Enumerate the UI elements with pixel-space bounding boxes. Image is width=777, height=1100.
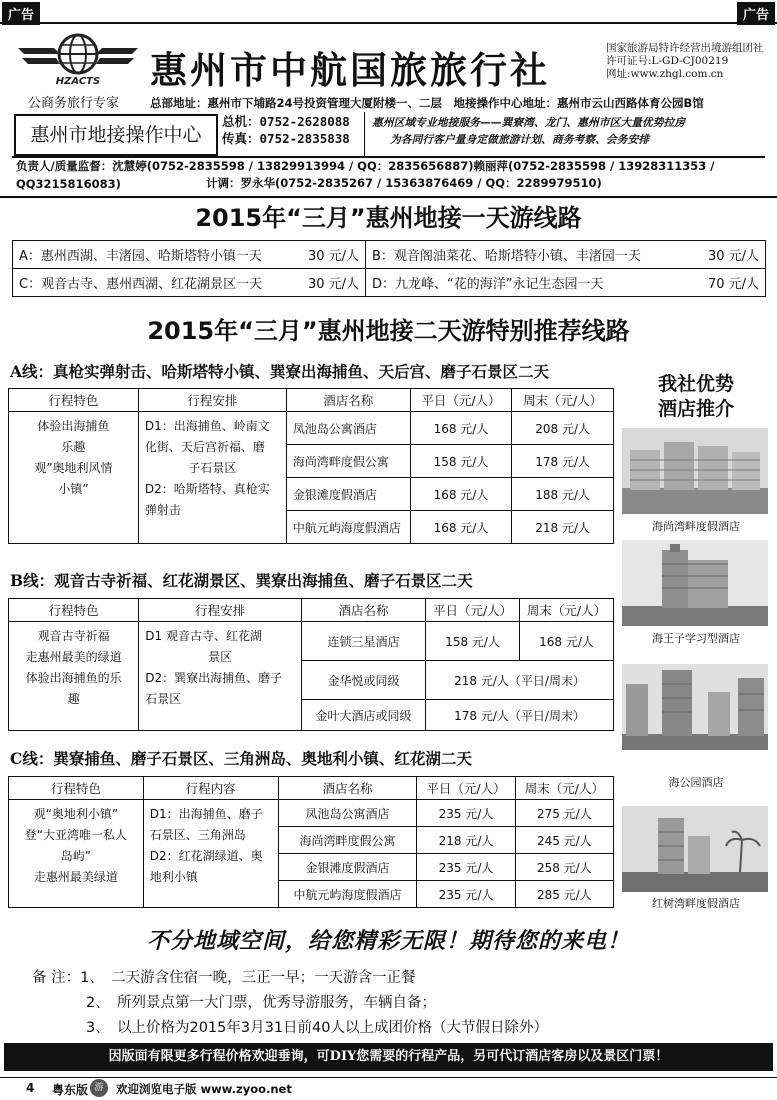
column-header: 周末（元/人） [515, 777, 613, 800]
route: A：惠州西湖、丰渚园、哈斯塔特小镇一天 [19, 249, 262, 264]
trip-features [9, 412, 139, 544]
feature-line: 登“大亚湾唯一私人 [24, 828, 127, 842]
trip-schedule [139, 622, 302, 731]
feature-line: 岛屿” [60, 849, 91, 863]
page-number: 4 [26, 1081, 35, 1095]
operation-center-name: 惠州市地接操作中心 [14, 114, 218, 156]
line-b-table [8, 598, 614, 731]
fax-number: 0752-2835838 [259, 131, 350, 146]
trip-features [9, 800, 144, 908]
hotel-name: 中航元屿海度假酒店 [286, 511, 410, 544]
two-day-title: 2015年“三月”惠州地接二天游特别推荐线路 [147, 317, 630, 345]
agency-name: 惠州市中航国旅旅行社 [150, 48, 550, 92]
note-item: 3、 以上价格为2015年3月31日前40人以上成团价格（大节假日除外） [86, 1020, 549, 1036]
top-divider [0, 22, 777, 24]
line-c-title: C线：巽寮捕鱼、磨子石景区、三角洲岛、奥地利小镇、红花湖二天 [10, 749, 472, 768]
weekday-price: 158 元/人 [410, 445, 512, 478]
address-line: 总部地址：惠州市下埔路24号投资管理大厦附楼一、二层 地接操作中心地址：惠州市云山西路体育公园B馆 [150, 96, 704, 110]
column-header: 平日（元/人） [426, 599, 520, 622]
feature-line: 观“奥地利小镇” [33, 807, 119, 821]
permit-info [606, 42, 764, 81]
price: 30 元/人 [307, 249, 359, 264]
price: 70 元/人 [707, 277, 759, 292]
weekday-price: 158 元/人 [426, 622, 520, 661]
ad-label-left: 广告 [2, 2, 40, 25]
hotel-caption: 红树湾畔度假酒店 [652, 897, 740, 910]
day-trip-cell [13, 269, 366, 297]
column-header: 酒店名称 [301, 599, 425, 622]
feature-line: 观”奥地利风情 [34, 461, 113, 475]
weekday-price: 168 元/人 [410, 511, 512, 544]
header-divider [364, 112, 365, 156]
schedule-line: D2：哈斯塔特、真枪实 [144, 482, 270, 496]
feature-line: 走惠州最美的绿道 [25, 650, 122, 664]
day-trip-cell [13, 241, 366, 269]
feature-line: 走惠州最美绿道 [33, 870, 118, 884]
scope-line: 惠州区域专业地接服务——巽寮湾、龙门、惠州市区大量优势拉房 [372, 116, 686, 129]
footer-banner: 因版面有限更多行程价格欢迎垂询，可DIY您需要的行程产品，另可代订酒店客房以及景区门票！ [4, 1043, 773, 1071]
column-header: 行程特色 [9, 389, 139, 412]
price: 30 元/人 [307, 277, 359, 292]
line-a-title: A线：真枪实弹射击、哈斯塔特小镇、巽寮出海捕鱼、天后宫、磨子石景区二天 [10, 362, 550, 381]
hotline-label: 总机： [222, 114, 260, 129]
permit-line: 网址:www.zhgl.com.cn [606, 68, 724, 80]
weekend-price: 275 元/人 [515, 800, 613, 827]
hotel-name: 金银滩度假酒店 [286, 478, 410, 511]
weekend-price: 208 元/人 [512, 412, 614, 445]
schedule-line: 化街、天后宫祈福、磨 [144, 440, 265, 454]
website-link[interactable]: 欢迎浏览电子版 www.zyoo.net [116, 1082, 292, 1096]
note-item: 1、 二天游含住宿一晚，三正一早；一天游含一正餐 [80, 970, 416, 986]
column-header: 平日（元/人） [417, 777, 515, 800]
sidebar-title-line: 酒店推介 [657, 398, 734, 420]
hotel-name: 海尚湾畔度假公寓 [286, 445, 410, 478]
agency-slogan: 公商务旅行专家 [28, 96, 120, 111]
hotel-name: 中航元屿海度假酒店 [278, 881, 417, 908]
sidebar-title [620, 372, 772, 422]
feature-line: 体验出海捕鱼的乐 [25, 671, 122, 685]
price: 30 元/人 [707, 249, 759, 264]
hotel-caption: 海尚湾畔度假酒店 [652, 520, 740, 533]
schedule-line: 地利小镇 [149, 870, 198, 884]
weekend-price: 258 元/人 [515, 854, 613, 881]
schedule-line: 弹射击 [144, 503, 181, 517]
weekday-price: 235 元/人 [417, 800, 515, 827]
day-trip-table [12, 240, 766, 297]
feature-line: 小镇” [58, 482, 89, 496]
schedule-line: 景区 [208, 650, 233, 664]
ad-label-right: 广告 [737, 2, 775, 25]
route: D：九龙峰、“花的海洋”永记生态园一天 [372, 277, 604, 292]
column-header: 平日（元/人） [410, 389, 512, 412]
route: B：观音阁油菜花、哈斯塔特小镇、丰渚园一天 [372, 249, 641, 264]
weekend-price: 218 元/人 [512, 511, 614, 544]
route: C：观音古寺、惠州西湖、红花湖景区一天 [19, 277, 263, 292]
hotel-photo [622, 428, 768, 514]
phone-block [222, 113, 350, 147]
column-header: 周末（元/人） [512, 389, 614, 412]
agency-logo [14, 26, 142, 98]
hotel-name: 金银滩度假酒店 [278, 854, 417, 881]
weekday-price: 235 元/人 [417, 854, 515, 881]
hotel-name: 海尚湾畔度假公寓 [278, 827, 417, 854]
hotel-name: 凤池岛公寓酒店 [278, 800, 417, 827]
logo-text: HZACTS [55, 76, 101, 87]
weekend-price: 188 元/人 [512, 478, 614, 511]
schedule-line: D1：出海捕鱼、磨子 [149, 807, 263, 821]
weekend-price: 245 元/人 [515, 827, 613, 854]
hotline-number: 0752-2628088 [259, 114, 350, 129]
column-header: 行程安排 [138, 389, 286, 412]
schedule-line: 子石景区 [188, 461, 237, 475]
weekend-price: 285 元/人 [515, 881, 613, 908]
schedule-line: D2：红花湖绿道、奥 [149, 849, 263, 863]
feature-line: 体验出海捕鱼 [37, 419, 110, 433]
hotel-photo [622, 664, 768, 750]
line-b-title: B线：观音古寺祈福、红花湖景区、巽寮出海捕鱼、磨子石景区二天 [10, 571, 473, 590]
line-a-table [8, 388, 614, 544]
fax-label: 传真： [222, 131, 260, 146]
note-row [32, 966, 416, 987]
schedule-line: 石景区 [145, 692, 182, 706]
combined-price: 218 元/人（平日/周末） [426, 661, 614, 700]
column-header: 酒店名称 [278, 777, 417, 800]
sidebar-title-line: 我社优势 [657, 373, 734, 395]
column-header: 周末（元/人） [520, 599, 614, 622]
feature-line: 乐趣 [61, 440, 86, 454]
combined-price: 178 元/人（平日/周末） [426, 700, 614, 731]
trip-schedule [143, 800, 278, 908]
column-header: 行程特色 [9, 599, 139, 622]
publication-seal-icon: 游 [90, 1079, 108, 1097]
permit-line: 国家旅游局特许经营出境游组团社 [606, 42, 764, 54]
weekend-price: 178 元/人 [512, 445, 614, 478]
column-header: 行程特色 [9, 777, 144, 800]
service-scope [372, 114, 762, 148]
schedule-line: D1：出海捕鱼、岭南文 [144, 419, 270, 433]
weekday-price: 235 元/人 [417, 881, 515, 908]
column-header: 酒店名称 [286, 389, 410, 412]
contact-line: 负责人/质量监督：沈慧婷(0752-2835598 / 13829913994 / QQ：2835656887)赖丽萍(0752-2835598 / 13928311353 / QQ3215816083) [16, 159, 715, 191]
hotel-photo [622, 806, 768, 892]
line-c-table [8, 776, 614, 908]
feature-line: 观音古寺祈福 [37, 629, 110, 643]
hotel-name: 连锁三星酒店 [301, 622, 425, 661]
day-trip-cell [366, 241, 766, 269]
column-header: 行程安排 [139, 599, 302, 622]
day-trip-cell [366, 269, 766, 297]
note-item: 2、 所列景点第一大门票，优秀导游服务，车辆自备； [86, 995, 436, 1011]
trip-schedule [138, 412, 286, 544]
hotel-caption: 海公园酒店 [668, 776, 724, 789]
weekday-price: 168 元/人 [410, 478, 512, 511]
hotel-name: 金华悦或同级 [301, 661, 425, 700]
note-label: 备 注： [32, 970, 81, 986]
permit-line: 许可证号:L-GD-CJ00219 [606, 55, 729, 67]
weekend-price: 168 元/人 [520, 622, 614, 661]
hotel-name: 金叶大酒店或同级 [301, 700, 425, 731]
weekday-price: 168 元/人 [410, 412, 512, 445]
edition-label: 粤东版 [52, 1083, 89, 1097]
footer-divider [0, 1077, 777, 1078]
feature-line: 趣 [67, 692, 80, 706]
day-trip-title: 2015年“三月”惠州地接一天游线路 [195, 204, 582, 232]
promo-slogan: 不分地域空间，给您精彩无限！期待您的来电！ [146, 928, 630, 954]
scope-line: 为各同行客户量身定做旅游计划、商务考察、会务安排 [390, 133, 650, 146]
hotel-photo [622, 540, 768, 626]
weekday-price: 218 元/人 [417, 827, 515, 854]
dispatcher-line: 计调：罗永华(0752-2835267 / 15363876469 / QQ：2289979510) [206, 176, 602, 190]
schedule-line: 石景区、三角洲岛 [149, 828, 246, 842]
hotel-name: 凤池岛公寓酒店 [286, 412, 410, 445]
schedule-line: D1 观音古寺、红花湖 [145, 629, 262, 643]
hotel-caption: 海王子学习型酒店 [652, 632, 740, 645]
schedule-line: D2：巽寮出海捕鱼、磨子 [145, 671, 283, 685]
column-header: 行程内容 [143, 777, 278, 800]
trip-features [9, 622, 139, 731]
